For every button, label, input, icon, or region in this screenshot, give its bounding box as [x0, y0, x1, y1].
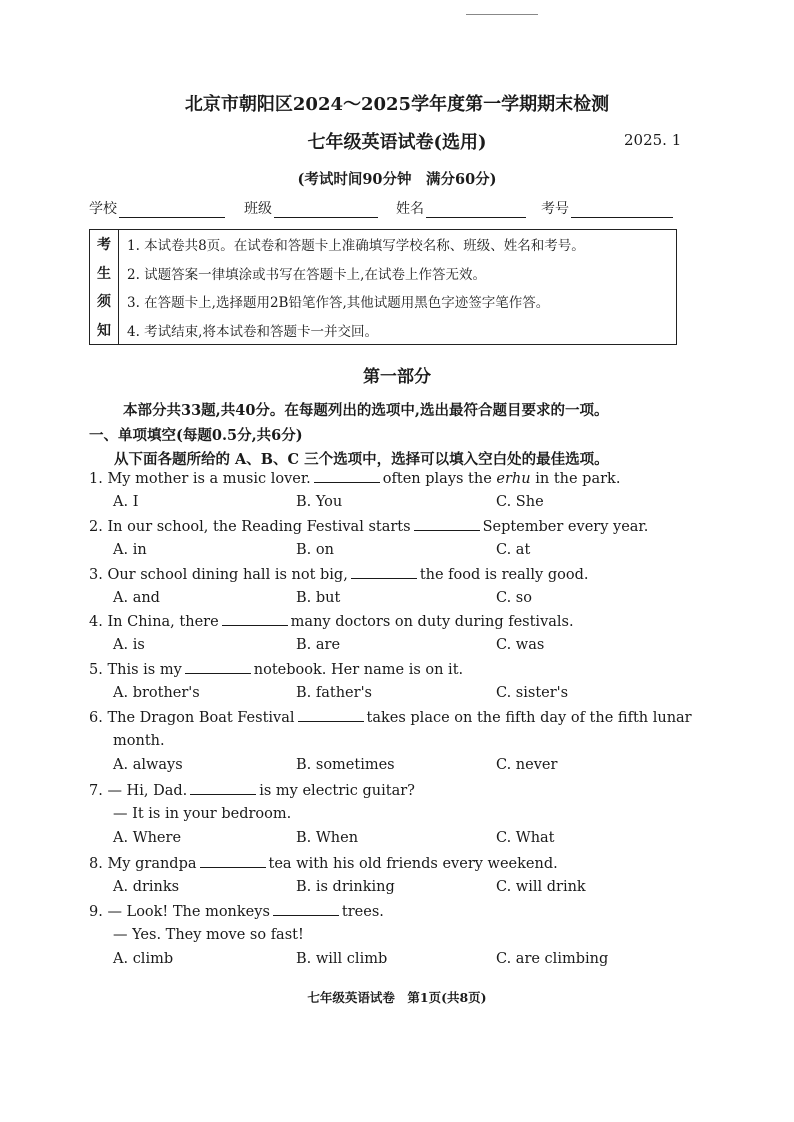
option-b: B. but [296, 590, 341, 606]
question-text: often plays the [382, 471, 492, 487]
option-c: C. are climbing [496, 951, 609, 967]
option-b: B. You [296, 494, 343, 510]
notice-item: 1. 本试卷共8页。在试卷和答题卡上准确填写学校名称、班级、姓名和考号。 [127, 238, 585, 255]
question-text: — Hi, Dad. [107, 783, 188, 799]
question-number: 6. [89, 710, 103, 726]
question-text: The Dragon Boat Festival [107, 710, 295, 726]
question-number: 8. [89, 856, 103, 872]
exam-no-label: 考号 [541, 201, 569, 217]
question-3 [89, 566, 588, 583]
notice-item: 2. 试题答案一律填涂或书写在答题卡上,在试卷上作答无效。 [127, 266, 486, 283]
answer-blank [351, 566, 417, 579]
page-footer: 七年级英语试卷 第1页(共8页) [307, 990, 487, 1005]
notice-item: 4. 考试结束,将本试卷和答题卡一并交回。 [127, 323, 378, 340]
option-a: A. brother's [113, 685, 200, 701]
option-c: C. so [496, 590, 532, 606]
answer-blank [222, 613, 288, 626]
question-number: 3. [89, 567, 103, 583]
answer-blank [298, 709, 364, 722]
question-8 [89, 855, 558, 872]
answer-blank [185, 661, 251, 674]
answer-blank [314, 470, 380, 483]
exam-meta: (考试时间90分钟 满分60分) [297, 171, 497, 188]
option-a: A. drinks [113, 879, 180, 895]
question-number: 4. [89, 614, 103, 630]
school-field [89, 198, 225, 218]
question-text: My grandpa [107, 856, 197, 872]
school-label: 学校 [89, 201, 117, 217]
name-label: 姓名 [396, 201, 424, 217]
option-c: C. sister's [496, 685, 569, 701]
option-b: B. will climb [296, 951, 388, 967]
option-c: C. will drink [496, 879, 586, 895]
question-text: is my electric guitar? [259, 783, 415, 799]
section-heading: 一、单项填空(每题0.5分,共6分) [89, 427, 303, 444]
question-text: trees. [341, 904, 384, 920]
name-field [396, 198, 526, 218]
option-c: C. was [496, 637, 545, 653]
option-b: B. When [296, 830, 359, 846]
option-a: A. in [113, 542, 147, 558]
notice-item: 3. 在答题卡上,选择题用2B铅笔作答,其他试题用黑色字迹签字笔作答。 [127, 295, 550, 312]
notice-box [89, 229, 677, 345]
question-text: Our school dining hall is not big, [107, 567, 348, 583]
question-9-response: — Yes. They move so fast! [113, 927, 304, 943]
option-a: A. Where [113, 830, 182, 846]
question-text: notebook. Her name is on it. [253, 662, 464, 678]
question-text: This is my [107, 662, 182, 678]
question-2 [89, 518, 648, 535]
class-label: 班级 [244, 201, 272, 217]
question-text: many doctors on duty during festivals. [290, 614, 574, 630]
notice-heading [90, 230, 119, 344]
name-blank [426, 203, 526, 218]
exam-title: 北京市朝阳区2024～2025学年度第一学期期末检测 [184, 94, 610, 115]
part-intro: 本部分共33题,共40分。在每题列出的选项中,选出最符合题目要求的一项。 [123, 402, 609, 419]
paper-subtitle: 七年级英语试卷(选用) [307, 132, 487, 153]
option-c: C. at [496, 542, 531, 558]
question-text: September every year. [482, 519, 649, 535]
header-rule [466, 14, 538, 15]
option-b: B. on [296, 542, 334, 558]
exam-date: 2025. 1 [624, 131, 682, 149]
option-a: A. and [113, 590, 160, 606]
exam-no-field [541, 198, 673, 218]
question-6 [89, 709, 692, 726]
part-title: 第一部分 [363, 367, 431, 387]
option-b: B. are [296, 637, 341, 653]
question-text: tea with his old friends every weekend. [268, 856, 558, 872]
option-c: C. What [496, 830, 555, 846]
question-text: in the park. [535, 471, 621, 487]
notice-heading-char: 生 [97, 265, 111, 282]
option-b: B. is drinking [296, 879, 395, 895]
answer-blank [273, 903, 339, 916]
question-text: My mother is a music lover. [107, 471, 311, 487]
question-5 [89, 661, 463, 678]
question-number: 9. [89, 904, 103, 920]
question-4 [89, 613, 574, 630]
question-7-response: — It is in your bedroom. [113, 806, 292, 822]
answer-blank [414, 518, 480, 531]
question-1 [89, 470, 620, 487]
exam-no-blank [571, 203, 673, 218]
option-c: C. never [496, 757, 558, 773]
class-field [244, 198, 378, 218]
question-number: 7. [89, 783, 103, 799]
option-c: C. She [496, 494, 544, 510]
notice-items [119, 230, 676, 344]
notice-heading-char: 知 [97, 322, 111, 339]
question-text: In China, there [107, 614, 219, 630]
question-6-continuation: month. [113, 733, 165, 749]
question-9 [89, 903, 384, 920]
question-text: In our school, the Reading Festival starts [107, 519, 411, 535]
option-a: A. always [113, 757, 183, 773]
question-number: 1. [89, 471, 103, 487]
option-b: B. sometimes [296, 757, 395, 773]
option-a: A. is [113, 637, 145, 653]
option-a: A. climb [113, 951, 174, 967]
notice-heading-char: 考 [97, 237, 111, 254]
option-b: B. father's [296, 685, 372, 701]
question-text: the food is really good. [419, 567, 589, 583]
school-blank [119, 203, 225, 218]
class-blank [274, 203, 378, 218]
option-a: A. I [113, 494, 139, 510]
question-number: 5. [89, 662, 103, 678]
notice-heading-char: 须 [97, 294, 111, 311]
question-text: — Look! The monkeys [107, 904, 270, 920]
answer-blank [200, 855, 266, 868]
answer-blank [190, 782, 256, 795]
question-number: 2. [89, 519, 103, 535]
question-italic: erhu [496, 471, 531, 487]
section-instruction: 从下面各题所给的 A、B、C 三个选项中，选择可以填入空白处的最佳选项。 [114, 451, 609, 468]
question-text: takes place on the fifth day of the fifth lunar [366, 710, 692, 726]
question-7 [89, 782, 415, 799]
